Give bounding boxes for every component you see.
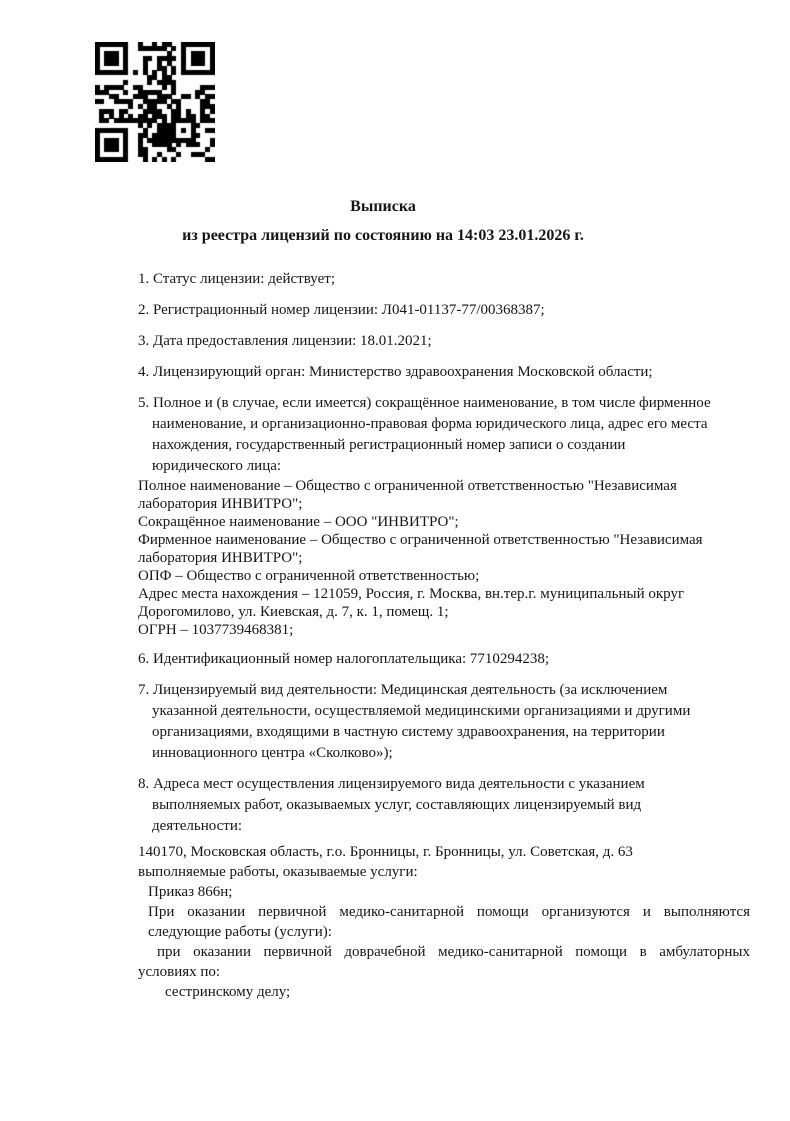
text-line: Полное наименование – Общество с ограниченной ответственностью "Независимая: [138, 478, 677, 494]
org-details: [138, 477, 750, 639]
text-line: 140170, Московская область, г.о. Бронницы, г. Бронницы, ул. Советская, д. 63: [138, 844, 633, 860]
list-item-3: [138, 331, 750, 352]
list-item-7: [138, 680, 750, 764]
text-line: 1. Статус лицензии: действует;: [138, 271, 335, 287]
text-line: выполняемые работы, оказываемые услуги:: [138, 864, 418, 880]
text-line: 7. Лицензируемый вид деятельности: Медицинская деятельность (за исключением: [138, 682, 668, 698]
text-line: при оказании первичной доврачебной медико-санитарной помощи в амбулаторных: [157, 944, 750, 960]
document-body: [138, 269, 750, 1002]
list-item-2: [138, 300, 750, 321]
list-item-4: [138, 362, 750, 383]
text-line: деятельности:: [152, 818, 243, 834]
text-line: 5. Полное и (в случае, если имеется) сокращённое наименование, в том числе фирменное: [138, 395, 711, 411]
text-line: Фирменное наименование – Общество с ограниченной ответственностью "Независимая: [138, 532, 703, 548]
text-line: лаборатория ИНВИТРО";: [138, 550, 303, 566]
list-item-5: [138, 393, 750, 477]
text-line: инновационного центра «Сколково»);: [152, 745, 393, 761]
text-line: 2. Регистрационный номер лицензии: Л041-01137-77/00368387;: [138, 302, 545, 318]
text-line: юридического лица:: [152, 458, 282, 474]
page-title: Выписка: [350, 198, 416, 215]
text-line: условиях по:: [138, 964, 221, 980]
text-line: ОГРН – 1037739468381;: [138, 622, 294, 638]
text-line: Приказ 866н;: [148, 884, 233, 900]
text-line: 3. Дата предоставления лицензии: 18.01.2021;: [138, 333, 432, 349]
text-line: лаборатория ИНВИТРО";: [138, 496, 303, 512]
qr-code-icon: [95, 42, 215, 162]
text-line: Дорогомилово, ул. Киевская, д. 7, к. 1, помещ. 1;: [138, 604, 449, 620]
text-line: 6. Идентификационный номер налогоплательщика: 7710294238;: [138, 651, 550, 667]
text-line: следующие работы (услуги):: [148, 924, 332, 940]
text-line: сестринскому делу;: [165, 984, 291, 1000]
text-line: Сокращённое наименование – ООО "ИНВИТРО";: [138, 514, 459, 530]
list-item-1: [138, 269, 750, 290]
text-line: выполняемых работ, оказываемых услуг, составляющих лицензируемый вид: [152, 797, 642, 813]
text-line: 4. Лицензирующий орган: Министерство здравоохранения Московской области;: [138, 364, 653, 380]
text-line: организациями, входящими в частную систему здравоохранения, на территории: [152, 724, 665, 740]
text-line: ОПФ – Общество с ограниченной ответственностью;: [138, 568, 480, 584]
text-line: указанной деятельности, осуществляемой медицинскими организациями и другими: [152, 703, 691, 719]
text-line: Адрес места нахождения – 121059, Россия, г. Москва, вн.тер.г. муниципальный округ: [138, 586, 685, 602]
text-line: При оказании первичной медико-санитарной помощи организуются и выполняются: [148, 904, 750, 920]
text-line: нахождения, государственный регистрационный номер записи о создании: [152, 437, 626, 453]
text-line: 8. Адреса мест осуществления лицензируемого вида деятельности с указанием: [138, 776, 645, 792]
list-item-8: [138, 774, 750, 837]
work-address-block: [138, 842, 750, 1002]
list-item-6: [138, 649, 750, 670]
text-line: наименование, и организационно-правовая форма юридического лица, адрес его места: [152, 416, 708, 432]
page-subtitle: из реестра лицензий по состоянию на 14:03 23.01.2026 г.: [182, 227, 584, 244]
